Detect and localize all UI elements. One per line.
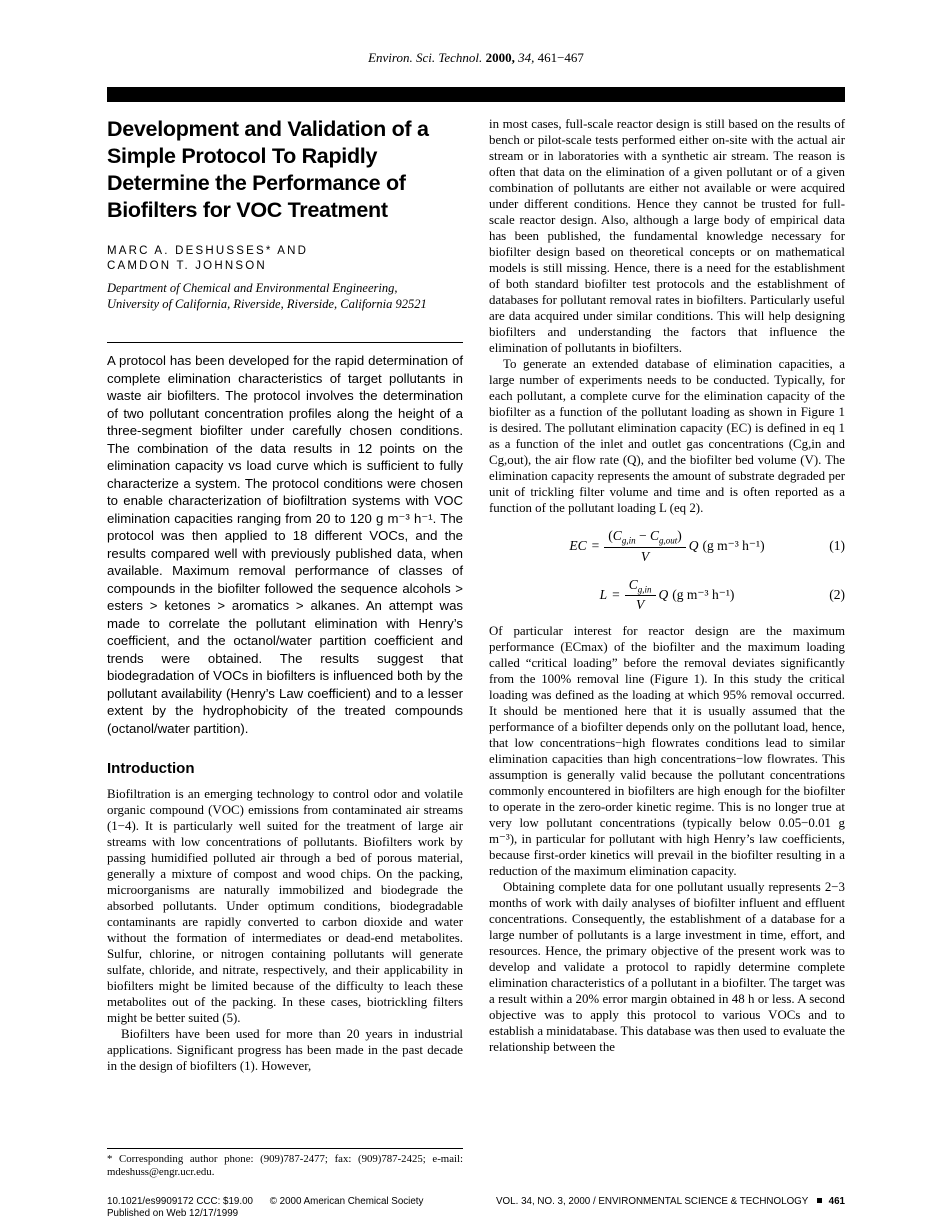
journal-year: 2000, — [485, 50, 515, 65]
affiliation — [107, 281, 463, 312]
eq2-fraction — [625, 577, 656, 614]
title-line: Biofilters for VOC Treatment — [107, 198, 388, 222]
eq1-concentration-in: C — [612, 528, 622, 543]
footer-doi-line — [107, 1196, 437, 1208]
abstract-text: A protocol has been developed for the rapid determination of complete elimination characteristics of target pollutants in waste air biofilters. The protocol involves the determination of two pollutant concentration profiles along the height of a three-segment biofilter under carefully chosen conditions. The combination of the data results in 12 points on the elimination capacity vs load curve which is sufficient to fully characterize a system. The protocol conditions were chosen to enable characterization of biofiltration systems with VOC elimination capacities ranging from 20 to 120 g m⁻³ h⁻¹. The protocol was then applied to 18 different VOCs, and the results compared well with previously published data, when available. Maximum removal performance of classes of compounds in the biofilter followed the sequence alcohols > esters > ketones > aromatics > alkanes. An attempt was made to correlate the pollutant elimination with Henry’s coefficient, and the octanol/water partition coefficient and trends were obtained. The results suggest that biodegradation of VOCs in biofilters is influenced both by the pollutant availability (Henry’s Law coefficient) and to a lesser extent by the hydrophobicity of the treated compounds (octanol/water partition). — [107, 353, 463, 736]
intro-paragraph-2: Biofilters have been used for more than 20 years in industrial applications. Significant progress has been made in the past decade in the design of biofilters (1). However, — [107, 1027, 463, 1073]
equation-1 — [489, 528, 845, 565]
eq1-concentration-out: C — [649, 528, 659, 543]
right-column — [489, 116, 845, 1055]
eq2-numerator — [625, 577, 656, 597]
eq1-number: (1) — [829, 538, 845, 554]
eq2-equals: = — [612, 587, 620, 603]
left-column — [107, 116, 463, 1074]
abstract-rule — [107, 342, 463, 343]
eq1-fraction — [604, 528, 685, 565]
eq2-subscript-in: g,in — [637, 584, 652, 595]
title-line: Development and Validation of a — [107, 117, 429, 141]
eq1-lhs: EC — [569, 538, 587, 554]
title-separator-bar — [107, 87, 845, 102]
eq1-minus: − — [635, 528, 650, 543]
title-line: Simple Protocol To Rapidly — [107, 144, 378, 168]
equation-1-body — [569, 528, 764, 565]
eq2-denominator: V — [636, 597, 645, 613]
author-line: CAMDON T. JOHNSON — [107, 260, 267, 272]
body-paragraph-4: Obtaining complete data for one pollutant usually represents 2−3 months of work with daily analyses of biofilter influent and effluent concentrations. Consequently, the establishment of a database for a large number of pollutants is a large investment in time, effort, and resources. Hence, the primary objective of the present work was to develop and validate a protocol to rapidly determine complete elimination characteristics of a pollutant in a biofilter. The target was a result within a 20% error margin obtained in 48 h or less. A second objective was to apply this protocol to various VOCs and to establish a minidatabase. This database was then used to evaluate the relationship between the — [489, 880, 845, 1055]
affiliation-line: University of California, Riverside, Riverside, California 92521 — [107, 296, 427, 311]
eq1-paren-close: ) — [677, 528, 682, 543]
eq1-subscript-out: g,out — [658, 535, 678, 546]
footer-volume-info: VOL. 34, NO. 3, 2000 / ENVIRONMENTAL SCIENCE & TECHNOLOGY — [496, 1196, 809, 1207]
equation-2-body — [600, 577, 735, 614]
equation-2 — [489, 577, 845, 614]
eq2-units: (g m⁻³ h⁻¹) — [672, 587, 735, 603]
eq1-numerator — [604, 528, 685, 548]
footer-right — [496, 1196, 845, 1208]
body-paragraph-3: Of particular interest for reactor design are the maximum performance (ECmax) of the biofilter and the maximum loading called “critical loading” before the removal deviates significantly from the 100% removal line (Figure 1). In this study the critical loading was defined as the loading at which 95% removal occurred. It should be mentioned here that it is usually assumed that the performance of a biofilter depends only on the pollutant load, hence, that low concentrations−high flowrates conditions lead to similar elimination capacities than high concentrations−low flowrates. This assumption is generally valid because the pollutant concentrations commonly encountered in biofilters are high enough for the biofilter to operate in the zero-order kinetic regime. This is no longer true at very low pollutant concentrations (typically below 0.05−0.01 g m⁻³), in particular for pollutant with high Henry’s law coefficients, because first-order kinetics will prevail in the biofilter resulting in a reduction of the maximum elimination capacity. — [489, 624, 845, 879]
author-line: MARC A. DESHUSSES* AND — [107, 245, 309, 257]
article-title — [107, 116, 463, 224]
body-paragraph-continuation: in most cases, full-scale reactor design is still based on the results of bench or pilot-scale tests performed either on-site with the actual air stream or in laboratories with a synthetic air stream. The reason is often that data on the elimination of a given pollutant or of a given combination of pollutants are either not available or were acquired under different conditions. Hence they cannot be trusted for full-scale reactor design. Also, although a large body of empirical data has been published, the fundamental knowledge necessary for biofilter design based on theoretical concepts or on mathematical models is still missing. Hence, there is a need for the establishment of both standard biofilter test protocols and the establishment of databases for pollutant removal rates in biofilters. Particularly useful are data acquired under similar conditions. This will help designing biofilters and understanding the factors that influence the elimination of pollutants in biofilters. — [489, 117, 845, 355]
eq1-flowrate: Q — [688, 538, 699, 554]
eq2-number: (2) — [829, 587, 845, 603]
journal-volume: 34, — [518, 50, 535, 65]
intro-paragraph-1: Biofiltration is an emerging technology to control odor and volatile organic compound (VOC) emissions from contaminated air streams (1−4). It is particularly well suited for the treatment of large air streams with low concentrations of pollutants. Biofilters work by passing humidified polluted air through a bed of porous material, generally a mixture of compost and wood chips. On the packing, microorganisms are naturally immobilized and biodegrade the absorbed pollutants. Under optimum conditions, biodegradable contaminants are rapidly converted to carbon dioxide and water without the formation of intermediates or dead-end metabolites. Sulfur, chlorine, or nitrogen containing pollutants will generate sulfate, chloride, and nitrate, respectively, and their applicability in biofilters might be limited because of the difficulty to leach these metabolites out of the packing. In these cases, biotrickling filters might be better suited (5). — [107, 787, 463, 1025]
footnote-rule — [107, 1148, 463, 1149]
eq2-flowrate: Q — [658, 587, 669, 603]
running-head — [0, 50, 952, 66]
corresponding-author-footnote: * Corresponding author phone: (909)787-2477; fax: (909)787-2425; e-mail: mdeshuss@engr.ucr.edu. — [107, 1153, 463, 1178]
page-footer — [107, 1196, 845, 1220]
footer-published: Published on Web 12/17/1999 — [107, 1208, 239, 1219]
eq1-paren-open: ( — [608, 528, 613, 543]
footer-page-number: 461 — [828, 1196, 845, 1207]
eq2-concentration-in: C — [628, 576, 638, 592]
affiliation-line: Department of Chemical and Environmental Engineering, — [107, 281, 398, 295]
square-bullet-icon — [817, 1198, 822, 1203]
footer-left — [107, 1196, 437, 1220]
section-heading-introduction: Introduction — [107, 760, 195, 777]
footer-copyright: © 2000 American Chemical Society — [269, 1196, 424, 1207]
eq1-units: (g m⁻³ h⁻¹) — [702, 538, 765, 554]
eq1-denominator: V — [640, 548, 650, 564]
body-paragraph-2: To generate an extended database of elimination capacities, a large number of experiments needs to be conducted. Typically, for each pollutant, a complete curve for the elimination capacity of the biofilter as a function of the pollutant loading as shown in Figure 1 is desired. The pollutant elimination capacity (EC) is defined in eq 1 as a function of the inlet and outlet gas concentrations (Cg,in and Cg,out), the air flow rate (Q), and the biofilter bed volume (V). The elimination capacity represents the amount of substrate degraded per unit of trickling filter volume and time and is often reported as a function of the pollutant loading L (eq 2). — [489, 357, 845, 515]
footnote-block — [107, 1148, 463, 1179]
journal-page-range: 461−467 — [537, 50, 584, 65]
eq2-lhs: L — [599, 587, 608, 603]
eq1-equals: = — [591, 538, 600, 554]
journal-abbreviation: Environ. Sci. Technol. — [368, 50, 483, 65]
eq1-subscript-in: g,in — [621, 535, 636, 546]
footer-doi: 10.1021/es9909172 CCC: $19.00 — [107, 1196, 253, 1207]
author-list — [107, 244, 463, 274]
title-line: Determine the Performance of — [107, 171, 406, 195]
